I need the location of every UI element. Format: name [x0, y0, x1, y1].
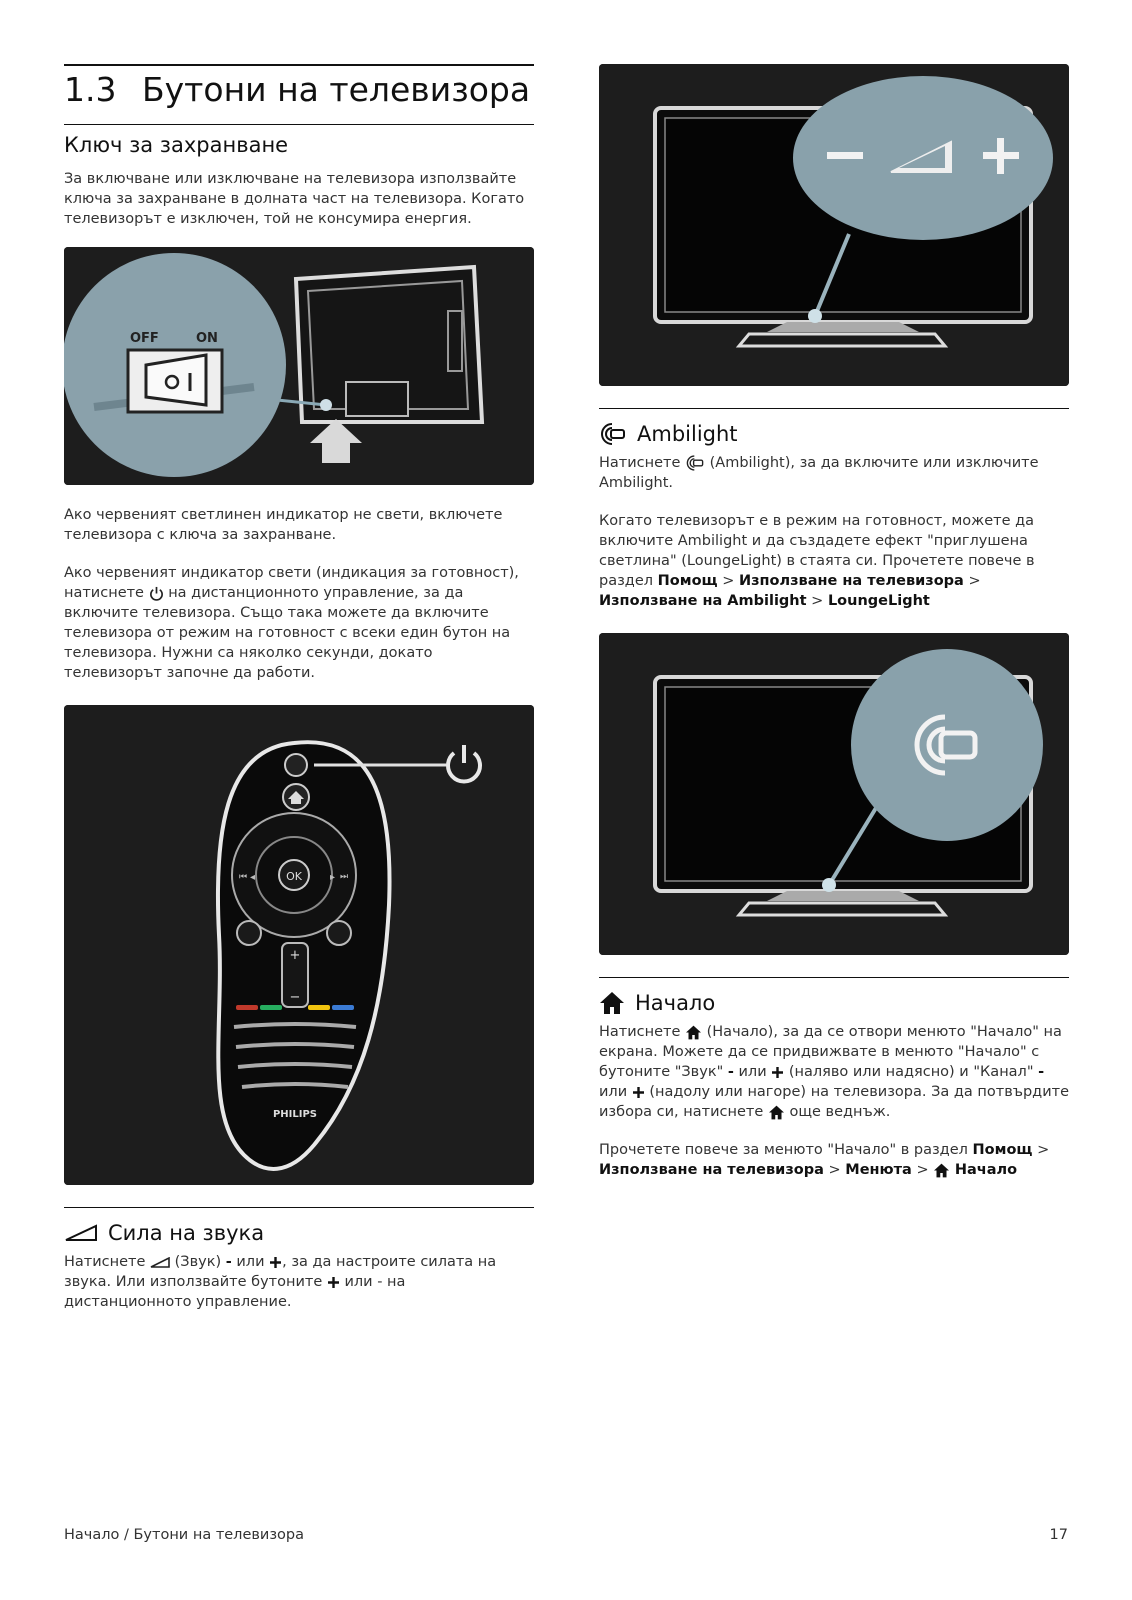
volume-heading — [64, 1208, 534, 1252]
ref-link-menus[interactable]: Менюта — [845, 1162, 912, 1178]
ref-sep: > — [828, 1162, 841, 1178]
left-column — [64, 64, 534, 1330]
home-inline-icon — [933, 1163, 950, 1178]
power-para-3-b: на дистанционното управление, за да включите телевизора. Също така можете да включите телевизора от режим на готовност с всеки един бутон на телевизора. Нужни са няколко секунди, докато телевизорът започне да работи. — [64, 585, 511, 681]
plus-icon — [269, 1256, 282, 1269]
ref-link-use-tv[interactable]: Използване на телевизора — [738, 573, 964, 589]
svg-text:▸: ▸ — [330, 872, 336, 883]
plus-icon — [632, 1086, 645, 1099]
footer-breadcrumb: Начало / Бутони на телевизора — [64, 1527, 305, 1543]
volume-text-d: или — [344, 1274, 373, 1290]
volume-tv-figure — [599, 64, 1069, 386]
home-para-1 — [599, 1022, 1069, 1122]
ref-sep: > — [811, 593, 824, 609]
home-inline-icon — [768, 1105, 785, 1120]
switch-off-label: OFF — [130, 331, 159, 346]
power-para-2: Ако червеният светлинен индикатор не свети, включете телевизора с ключа за захранване. — [64, 507, 503, 543]
home-inline-icon — [685, 1025, 702, 1040]
home-p1-a: Натиснете — [599, 1024, 681, 1040]
page-number: 17 — [1049, 1527, 1068, 1543]
power-heading: Ключ за захранване — [64, 133, 289, 157]
home-or: или — [599, 1084, 628, 1100]
svg-text:⏭: ⏭ — [340, 872, 349, 882]
home-p1-e: още веднъж. — [789, 1104, 891, 1120]
svg-text:−: − — [289, 990, 301, 1005]
power-para-3-a: Ако червеният индикатор свети (индикация за готовност), натиснете — [64, 565, 519, 601]
power-para-3 — [64, 563, 534, 683]
ref-link-help[interactable]: Помощ — [657, 573, 718, 589]
ambilight-inline-icon — [685, 454, 705, 472]
ref-link-help[interactable]: Помощ — [972, 1142, 1033, 1158]
right-column — [599, 64, 1069, 1198]
ref-sep: > — [968, 573, 981, 589]
volume-inline-icon — [150, 1257, 170, 1268]
ambilight-p2: Когато телевизорът е в режим на готовност, можете да включите Ambilight и да създадете ефект "приглушена светлина" (LoungeLight) в стаята си. Прочетете повече в раздел — [599, 513, 1035, 589]
ref-sep: > — [916, 1162, 929, 1178]
ambilight-p1-b: (Ambilight), за да включите или изключите Ambilight. — [599, 455, 1039, 491]
volume-text-b: (Звук) — [174, 1254, 222, 1270]
volume-text-e: - на дистанционното управление. — [64, 1274, 406, 1310]
home-p1-b: (Начало), за да се отвори менюто "Начало" на екрана. Можете да се придвижвате в менюто "Начало" с бутоните "Звук" — [599, 1024, 1062, 1080]
ambilight-heading-text: Ambilight — [637, 422, 738, 446]
switch-on-label: ON — [196, 331, 218, 346]
ref-link-loungelight[interactable]: LoungeLight — [827, 593, 930, 609]
volume-para — [64, 1252, 534, 1312]
ref-link-home[interactable]: Начало — [954, 1162, 1018, 1178]
home-heading — [599, 978, 1069, 1022]
volume-icon — [64, 1224, 98, 1242]
home-heading-text: Начало — [635, 991, 716, 1015]
power-switch-figure — [64, 247, 534, 485]
ambilight-icon — [599, 421, 627, 447]
remote-brand: PHILIPS — [272, 1109, 318, 1120]
ref-sep: > — [722, 573, 735, 589]
volume-text-c: , за да настроите силата на звука. Или използвайте бутоните — [64, 1254, 497, 1290]
ref-link-use-tv[interactable]: Използване на телевизора — [599, 1162, 824, 1178]
tv-volume-illustration — [599, 64, 1069, 386]
volume-minus: - — [225, 1254, 232, 1270]
home-p1-c: (наляво или надясно) и "Канал" — [788, 1064, 1034, 1080]
ambilight-p1-a: Натиснете — [599, 455, 681, 471]
ambilight-tv-figure — [599, 633, 1069, 955]
tv-ambilight-illustration — [599, 633, 1069, 955]
home-minus: - — [1038, 1064, 1045, 1080]
volume-text-a: Натиснете — [64, 1254, 146, 1270]
plus-icon — [771, 1066, 784, 1079]
page-footer — [64, 1527, 1068, 1543]
ref-sep: > — [1037, 1142, 1050, 1158]
section-number: 1.3 — [64, 70, 117, 109]
remote-illustration — [64, 705, 534, 1185]
volume-heading-text: Сила на звука — [108, 1221, 265, 1245]
power-para-1: За включване или изключване на телевизора използвайте ключа за захранване в долната част на телевизора. Когато телевизорът е изключен, той не консумира енергия. — [64, 171, 525, 227]
home-para-2 — [599, 1140, 1069, 1180]
ambilight-heading — [599, 409, 1069, 453]
svg-text:+: + — [289, 948, 301, 963]
home-p1-d: (надолу или нагоре) на телевизора. За да потвърдите избора си, натиснете — [599, 1084, 1070, 1120]
home-icon — [599, 991, 625, 1015]
ok-label: OK — [286, 870, 302, 883]
ref-link-use-ambilight[interactable]: Използване на Ambilight — [599, 593, 807, 609]
section-title — [64, 70, 534, 124]
power-switch-illustration — [64, 247, 534, 485]
home-or: или — [738, 1064, 767, 1080]
home-minus: - — [727, 1064, 734, 1080]
svg-text:⏮: ⏮ — [239, 872, 248, 882]
ambilight-para-1 — [599, 453, 1069, 493]
section-top-rule — [64, 64, 534, 66]
remote-figure — [64, 705, 534, 1185]
plus-icon — [327, 1276, 340, 1289]
svg-text:◂: ◂ — [250, 872, 256, 883]
section-title-text: Бутони на телевизора — [142, 70, 531, 109]
home-p2: Прочетете повече за менюто "Начало" в раздел — [599, 1142, 968, 1158]
ambilight-para-2 — [599, 511, 1069, 611]
power-icon — [149, 586, 164, 601]
volume-or: или — [236, 1254, 265, 1270]
